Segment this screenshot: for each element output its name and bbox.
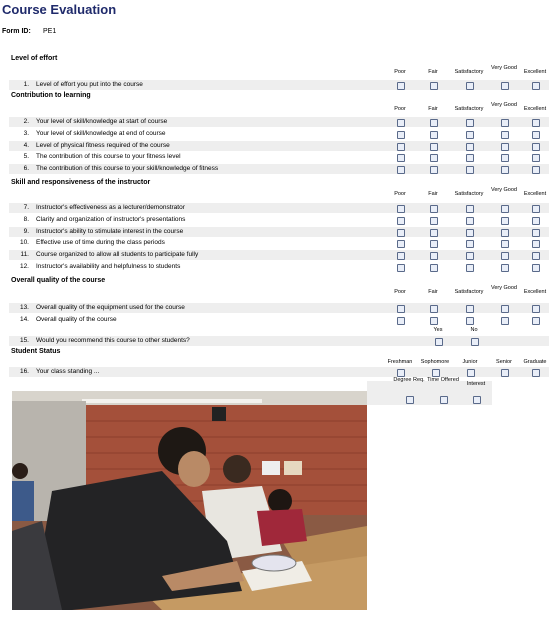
standing-checkbox[interactable] — [397, 369, 405, 377]
rating-checkbox[interactable] — [397, 240, 405, 248]
rating-column-header-4: Excellent — [523, 191, 547, 197]
rating-checkbox[interactable] — [430, 154, 438, 162]
section-title: Level of effort — [11, 55, 58, 62]
rating-column-header-4: Excellent — [523, 69, 547, 75]
standing-checkbox[interactable] — [467, 369, 475, 377]
rating-column-header-0: Poor — [394, 106, 406, 112]
rating-checkbox[interactable] — [397, 82, 405, 90]
question-text — [15, 316, 117, 323]
question-number: 5. — [23, 153, 29, 160]
standing-option-header-1: Sophomore — [420, 359, 450, 365]
rating-checkbox[interactable] — [466, 240, 474, 248]
rating-checkbox[interactable] — [532, 252, 540, 260]
form-id — [2, 28, 57, 35]
rating-checkbox[interactable] — [501, 82, 509, 90]
rating-checkbox[interactable] — [466, 264, 474, 272]
question-text — [15, 165, 218, 172]
rating-column-header-0: Poor — [394, 289, 406, 295]
question-label: Instructor's ability to stimulate interest in the course — [36, 228, 184, 235]
rating-column-header-4: Excellent — [523, 106, 547, 112]
rating-checkbox[interactable] — [466, 166, 474, 174]
rating-checkbox[interactable] — [430, 143, 438, 151]
rating-checkbox[interactable] — [501, 305, 509, 313]
recommend-checkbox[interactable] — [435, 338, 443, 346]
rating-checkbox[interactable] — [466, 317, 474, 325]
rating-column-header-0: Poor — [394, 191, 406, 197]
rating-column-header-1: Fair — [428, 69, 438, 75]
rating-column-header-1: Fair — [428, 106, 438, 112]
rating-checkbox[interactable] — [397, 317, 405, 325]
question-label: Course organized to allow all students to participate fully — [36, 251, 199, 258]
rating-checkbox[interactable] — [532, 217, 540, 225]
rating-column-header-4: Excellent — [523, 289, 547, 295]
question-text — [15, 228, 183, 235]
rating-checkbox[interactable] — [397, 143, 405, 151]
question-number: 10. — [19, 239, 29, 246]
rating-checkbox[interactable] — [501, 205, 509, 213]
rating-checkbox[interactable] — [466, 217, 474, 225]
question-number: 4. — [23, 142, 29, 149]
rating-checkbox[interactable] — [501, 143, 509, 151]
rating-checkbox[interactable] — [501, 264, 509, 272]
question-label: Clarity and organization of instructor's presentations — [36, 216, 186, 223]
rating-checkbox[interactable] — [466, 119, 474, 127]
question-number: 2. — [23, 118, 29, 125]
rating-checkbox[interactable] — [501, 240, 509, 248]
rating-checkbox[interactable] — [532, 82, 540, 90]
rating-checkbox[interactable] — [501, 217, 509, 225]
rating-column-header-2: Satisfactory — [454, 289, 484, 295]
question-label: The contribution of this course to your skill/knowledge of fitness — [36, 165, 219, 172]
rating-checkbox[interactable] — [397, 131, 405, 139]
rating-column-header-3: Very Good — [491, 65, 517, 71]
rating-checkbox[interactable] — [430, 205, 438, 213]
rating-checkbox[interactable] — [466, 205, 474, 213]
rating-checkbox[interactable] — [466, 143, 474, 151]
reason-header-2: Interest — [466, 381, 486, 387]
question-text — [15, 263, 180, 270]
question-text — [15, 204, 185, 211]
rating-checkbox[interactable] — [532, 119, 540, 127]
question-number: 9. — [23, 228, 29, 235]
rating-checkbox[interactable] — [532, 166, 540, 174]
recommend-option-header-0: Yes — [433, 327, 443, 333]
question-label: Your class standing ... — [36, 368, 100, 375]
rating-column-header-3: Very Good — [491, 102, 517, 108]
rating-column-header-0: Poor — [394, 69, 406, 75]
standing-checkbox[interactable] — [432, 369, 440, 377]
reason-header-0: Degree Req. — [393, 377, 425, 383]
form-id-value: PE1 — [43, 28, 57, 35]
recommend-option-header-1: No — [470, 327, 478, 333]
question-label: Overall quality of the course — [36, 316, 117, 323]
question-text — [15, 81, 143, 88]
classroom-photo — [12, 391, 367, 610]
rating-checkbox[interactable] — [430, 82, 438, 90]
question-label: Effective use of time during the class periods — [36, 239, 165, 246]
question-number: 3. — [23, 130, 29, 137]
question-text — [15, 337, 190, 344]
rating-checkbox[interactable] — [397, 154, 405, 162]
rating-checkbox[interactable] — [501, 119, 509, 127]
question-text — [15, 251, 198, 258]
question-label: The contribution of this course to your fitness level — [36, 153, 181, 160]
question-number: 15. — [19, 337, 29, 344]
rating-checkbox[interactable] — [501, 131, 509, 139]
page-title: Course Evaluation — [2, 2, 117, 17]
rating-checkbox[interactable] — [532, 264, 540, 272]
question-number: 12. — [19, 263, 29, 270]
question-text — [15, 368, 99, 375]
standing-checkbox[interactable] — [501, 369, 509, 377]
rating-checkbox[interactable] — [501, 252, 509, 260]
rating-checkbox[interactable] — [397, 119, 405, 127]
rating-checkbox[interactable] — [397, 305, 405, 313]
question-number: 13. — [19, 304, 29, 311]
rating-checkbox[interactable] — [466, 252, 474, 260]
standing-option-header-0: Freshman — [387, 359, 413, 365]
question-number: 14. — [19, 316, 29, 323]
rating-checkbox[interactable] — [430, 317, 438, 325]
question-text — [15, 130, 165, 137]
rating-column-header-2: Satisfactory — [454, 69, 484, 75]
rating-checkbox[interactable] — [532, 143, 540, 151]
section-title: Overall quality of the course — [11, 277, 106, 284]
question-label: Your level of skill/knowledge at end of course — [36, 130, 166, 137]
rating-column-header-2: Satisfactory — [454, 191, 484, 197]
section-title: Student Status — [11, 348, 61, 355]
rating-checkbox[interactable] — [430, 252, 438, 260]
rating-checkbox[interactable] — [532, 205, 540, 213]
question-number: 1. — [23, 81, 29, 88]
question-label: Level of physical fitness required of the course — [36, 142, 170, 149]
question-number: 8. — [23, 216, 29, 223]
rating-checkbox[interactable] — [430, 131, 438, 139]
rating-column-header-2: Satisfactory — [454, 106, 484, 112]
rating-checkbox[interactable] — [397, 264, 405, 272]
rating-checkbox[interactable] — [501, 229, 509, 237]
rating-column-header-3: Very Good — [491, 285, 517, 291]
rating-checkbox[interactable] — [501, 166, 509, 174]
standing-option-header-3: Senior — [496, 359, 512, 365]
reason-checkbox[interactable] — [473, 396, 481, 404]
rating-column-header-3: Very Good — [491, 187, 517, 193]
rating-checkbox[interactable] — [430, 229, 438, 237]
rating-checkbox[interactable] — [501, 317, 509, 325]
rating-checkbox[interactable] — [430, 240, 438, 248]
rating-checkbox[interactable] — [466, 131, 474, 139]
standing-option-header-4: Graduate — [523, 359, 547, 365]
rating-checkbox[interactable] — [430, 305, 438, 313]
rating-checkbox[interactable] — [430, 166, 438, 174]
rating-checkbox[interactable] — [532, 240, 540, 248]
rating-checkbox[interactable] — [532, 131, 540, 139]
question-text — [15, 239, 165, 246]
rating-checkbox[interactable] — [466, 229, 474, 237]
question-label: Would you recommend this course to other students? — [36, 337, 190, 344]
question-number: 6. — [23, 165, 29, 172]
rating-checkbox[interactable] — [430, 119, 438, 127]
rating-checkbox[interactable] — [397, 229, 405, 237]
rating-checkbox[interactable] — [430, 217, 438, 225]
question-number: 16. — [19, 368, 29, 375]
recommend-checkbox[interactable] — [471, 338, 479, 346]
question-text — [15, 216, 185, 223]
rating-checkbox[interactable] — [397, 217, 405, 225]
rating-checkbox[interactable] — [501, 154, 509, 162]
question-label: Your level of skill/knowledge at start of course — [36, 118, 168, 125]
question-label: Level of effort you put into the course — [36, 81, 143, 88]
question-row — [9, 336, 549, 346]
rating-checkbox[interactable] — [532, 317, 540, 325]
question-text — [15, 142, 170, 149]
rating-checkbox[interactable] — [430, 264, 438, 272]
section-title: Contribution to learning — [11, 92, 91, 99]
rating-checkbox[interactable] — [532, 154, 540, 162]
reason-checkbox[interactable] — [406, 396, 414, 404]
question-label: Instructor's availability and helpfulness to students — [36, 263, 181, 270]
question-number: 11. — [20, 251, 29, 258]
question-label: Instructor's effectiveness as a lecturer/demonstrator — [36, 204, 185, 211]
rating-checkbox[interactable] — [397, 252, 405, 260]
section-title: Skill and responsiveness of the instructor — [11, 179, 151, 186]
reason-header-1: Time Offered — [427, 377, 459, 383]
question-text — [15, 304, 185, 311]
rating-checkbox[interactable] — [466, 154, 474, 162]
question-text — [15, 118, 167, 125]
rating-column-header-1: Fair — [428, 289, 438, 295]
standing-checkbox[interactable] — [532, 369, 540, 377]
rating-checkbox[interactable] — [532, 229, 540, 237]
rating-column-header-1: Fair — [428, 191, 438, 197]
rating-checkbox[interactable] — [397, 205, 405, 213]
question-text — [15, 153, 181, 160]
reason-checkbox[interactable] — [440, 396, 448, 404]
rating-checkbox[interactable] — [466, 305, 474, 313]
rating-checkbox[interactable] — [532, 305, 540, 313]
form-id-label: Form ID: — [2, 28, 31, 35]
question-number: 7. — [23, 204, 29, 211]
rating-checkbox[interactable] — [466, 82, 474, 90]
rating-checkbox[interactable] — [397, 166, 405, 174]
question-label: Overall quality of the equipment used for the course — [36, 304, 185, 311]
standing-option-header-2: Junior — [462, 359, 478, 365]
